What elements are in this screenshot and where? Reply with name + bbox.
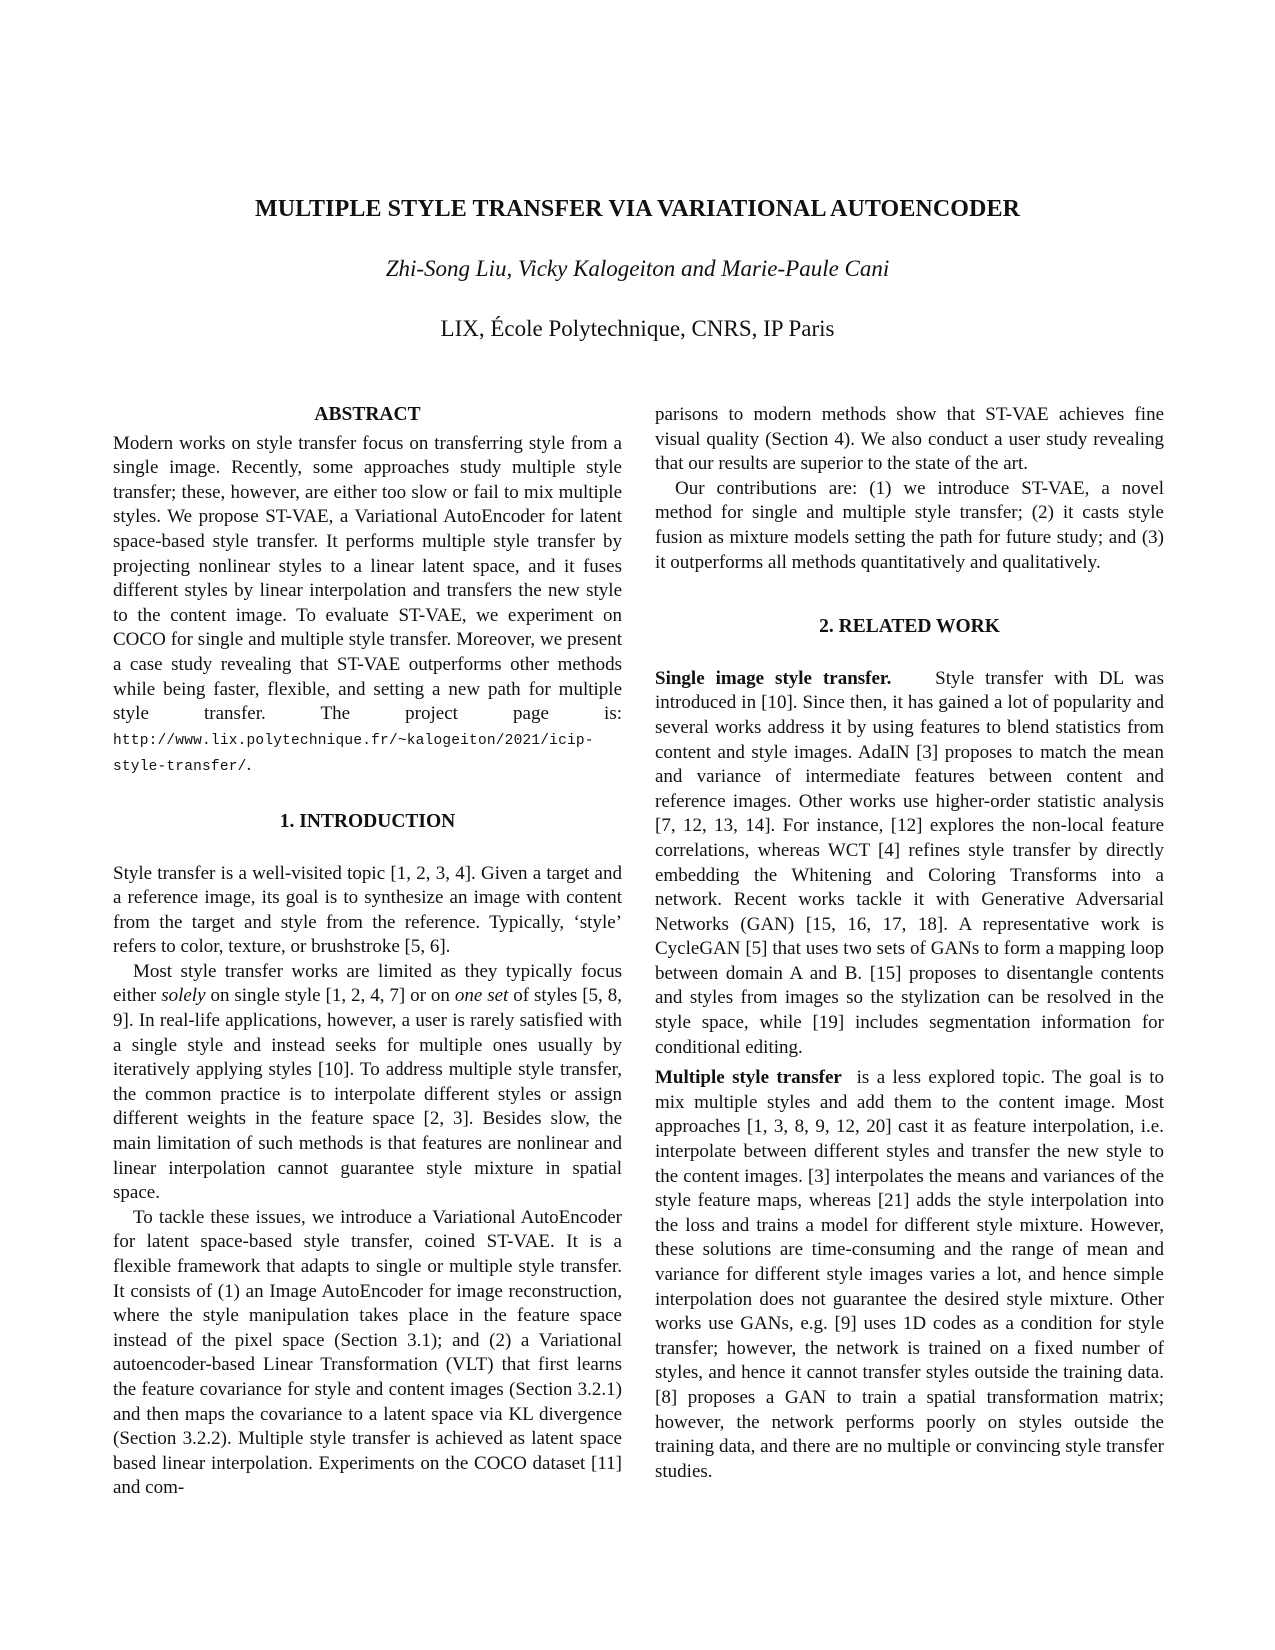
- abstract-url-end: .: [246, 754, 252, 776]
- intro-paragraph-3: To tackle these issues, we introduce a Variational AutoEncoder for latent space-based style transfer, coined ST-VAE. It is a flexible framework that adapts to single or multiple style transfer. It consists of (1) an Image AutoEncoder for image reconstruction, where the style manipulation takes place in the feature space instead of the pixel space (Section 3.1); and (2) a Variational autoencoder-based Linear Transformation (VLT) that first learns the feature covariance for style and content images (Section 3.2.1) and then maps the covariance to a latent space via KL divergence (Section 3.2.2). Multiple style transfer is achieved as latent space based linear interpolation. Experiments on the COCO dataset [11] and com-: [113, 1206, 622, 1499]
- introduction-heading: 1. INTRODUCTION: [279, 810, 456, 832]
- paper-title: MULTIPLE STYLE TRANSFER VIA VARIATIONAL AUTOENCODER: [254, 196, 1021, 222]
- related-single-runhead: Single image style transfer.: [655, 667, 892, 689]
- related-multi-paragraph: [655, 1066, 1164, 1484]
- intro-paragraph-2: [113, 960, 622, 1206]
- related-single-paragraph: [655, 667, 1164, 1061]
- intro-p2-text-b: on single style [1, 2, 4, 7] or on: [205, 985, 455, 1007]
- intro-paragraph-3-continued: parisons to modern methods show that ST-VAE achieves fine visual quality (Section 4). We also conduct a user study revealing that our results are superior to the state of the art.: [655, 404, 1164, 475]
- intro-p2-emphasis-solely: solely: [161, 985, 206, 1007]
- intro-paragraph-1: Style transfer is a well-visited topic [1, 2, 3, 4]. Given a target and a reference image, its goal is to synthesize an image with content from the target and style from the reference. Typically, ‘style’ refers to color, texture, or brushstroke [5, 6].: [113, 862, 622, 958]
- paper-affiliation: LIX, École Polytechnique, CNRS, IP Paris: [440, 316, 835, 341]
- left-column: [113, 403, 622, 1501]
- related-single-text: Style transfer with DL was introduced in [10]. Since then, it has gained a lot of popularity and several works address it by using features to blend statistics from content and style images. AdaIN [3] proposes to match the mean and variance of intermediate features between content and reference images. Other works use higher-order statistic analysis [7, 12, 13, 14]. For instance, [12] explores the non-local feature correlations, whereas WCT [4] refines style transfer by directly embedding the Whitening and Coloring Transforms into a network. Recent works tackle it with Generative Adversarial Networks (GAN) [15, 16, 17, 18]. A representative work is CycleGAN [5] that uses two sets of GANs to form a mapping loop between domain A and B. [15] proposes to disentangle contents and styles from images so the stylization can be resolved in the style space, while [19] includes segmentation information for conditional editing.: [655, 667, 1164, 1058]
- related-work-heading: 2. RELATED WORK: [819, 616, 1000, 638]
- project-url-link[interactable]: http://www.lix.polytechnique.fr/~kalogeiton/2021/icip-style-transfer/: [113, 732, 594, 776]
- paper-authors: Zhi-Song Liu, Vicky Kalogeiton and Marie-Paule Cani: [385, 256, 890, 281]
- right-column: [655, 403, 1164, 1484]
- intro-p2-emphasis-one-set: one set: [454, 985, 509, 1007]
- abstract-body: [113, 432, 622, 780]
- intro-paragraph-4: Our contributions are: (1) we introduce ST-VAE, a novel method for single and multiple style transfer; (2) it casts style fusion as mixture models setting the path for future study; and (3) it outperforms all methods quantitatively and qualitatively.: [655, 477, 1164, 573]
- related-multi-runhead: Multiple style transfer: [655, 1067, 842, 1089]
- abstract-text: Modern works on style transfer focus on transferring style from a single image. Recently, some approaches study multiple style transfer; these, however, are either too slow or fail to mix multiple styles. We propose ST-VAE, a Variational AutoEncoder for latent space-based style transfer. It performs multiple style transfer by projecting nonlinear styles to a linear latent space, and it fuses different styles by linear interpolation and transfers the new style to the content image. To evaluate ST-VAE, we experiment on COCO for single and multiple style transfer. Moreover, we present a case study revealing that ST-VAE outperforms other methods while being faster, flexible, and setting a new path for multiple style transfer. The project page is:: [113, 432, 622, 725]
- abstract-heading: ABSTRACT: [314, 404, 421, 425]
- intro-p2-text-a: Most style transfer works are limited as they typically focus either: [113, 960, 622, 1007]
- related-multi-text: is a less explored topic. The goal is to mix multiple styles and add them to the content image. Most approaches [1, 3, 8, 9, 12, 20] cast it as feature interpolation, i.e. interpolate between different styles and transfer the new style to the content images. [3] interpolates the means and variances of the style feature maps, whereas [21] adds the style interpolation into the loss and trains a model for different style mixture. However, these solutions are time-consuming and the range of mean and variance for different style images varies a lot, and hence simple interpolation does not guarantee the desired style mixture. Other works use GANs, e.g. [9] uses 1D codes as a condition for style transfer; however, the network is trained on a fixed number of styles, and hence it cannot transfer styles outside the training data. [8] proposes a GAN to train a spatial transformation matrix; however, the network performs poorly on styles outside the training data, and there are no multiple or convincing style transfer studies.: [655, 1067, 1165, 1482]
- intro-p2-text-c: of styles [5, 8, 9]. In real-life applications, however, a user is rarely satisfied with a single style and instead seeks for multiple ones usually by iteratively applying styles [10]. To address multiple style transfer, the common practice is to interpolate different styles or assign different weights in the feature space [2, 3]. Besides slow, the main limitation of such methods is that features are nonlinear and linear interpolation cannot guarantee style mixture in spatial space.: [113, 985, 622, 1204]
